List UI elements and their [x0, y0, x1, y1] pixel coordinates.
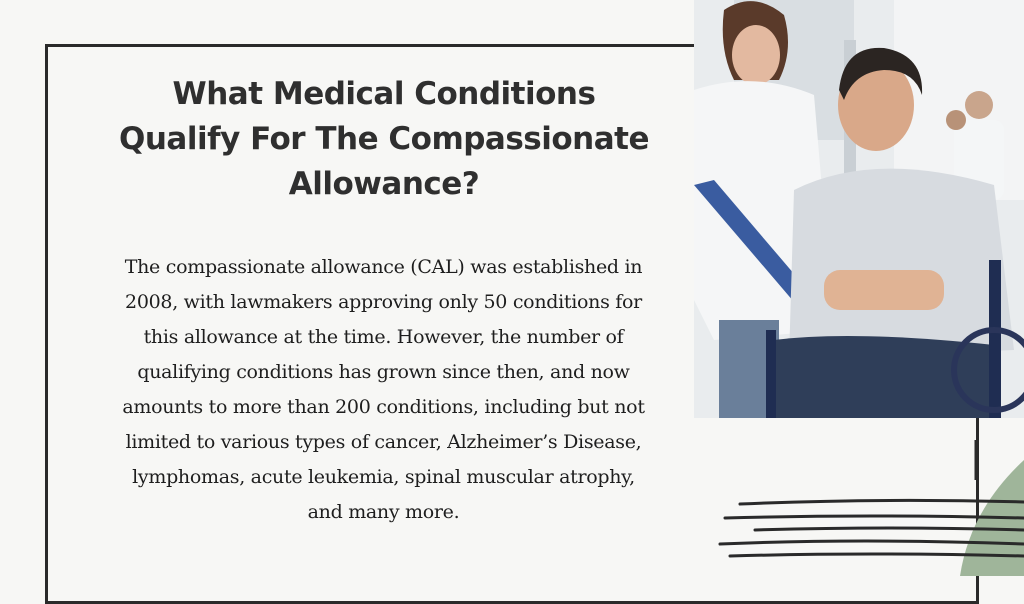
brush-line-1: [740, 500, 1024, 504]
nurse-patient-photo: [694, 0, 1024, 418]
brush-line-4: [720, 541, 1024, 544]
brush-line-2: [725, 516, 1024, 518]
slide-title: What Medical Conditions Qualify For The Compassionate Allowance?: [118, 76, 650, 202]
decorative-brush-strokes: [700, 440, 1024, 576]
slide-body-text: The compassionate allowance (CAL) was established in 2008, with lawmakers approving only 50 conditions for this allowance at the time. However, the number of qualifying conditions has grown since then, and now amounts to more than 200 conditions, including but not limited to various types of cancer, Alzheimer’s Disease, lymphomas, acute leukemia, spinal muscular atrophy, and many more.: [122, 256, 645, 523]
brush-line-5: [730, 554, 1024, 556]
brush-line-3: [755, 528, 1024, 530]
photo-illustration: [694, 0, 1024, 418]
